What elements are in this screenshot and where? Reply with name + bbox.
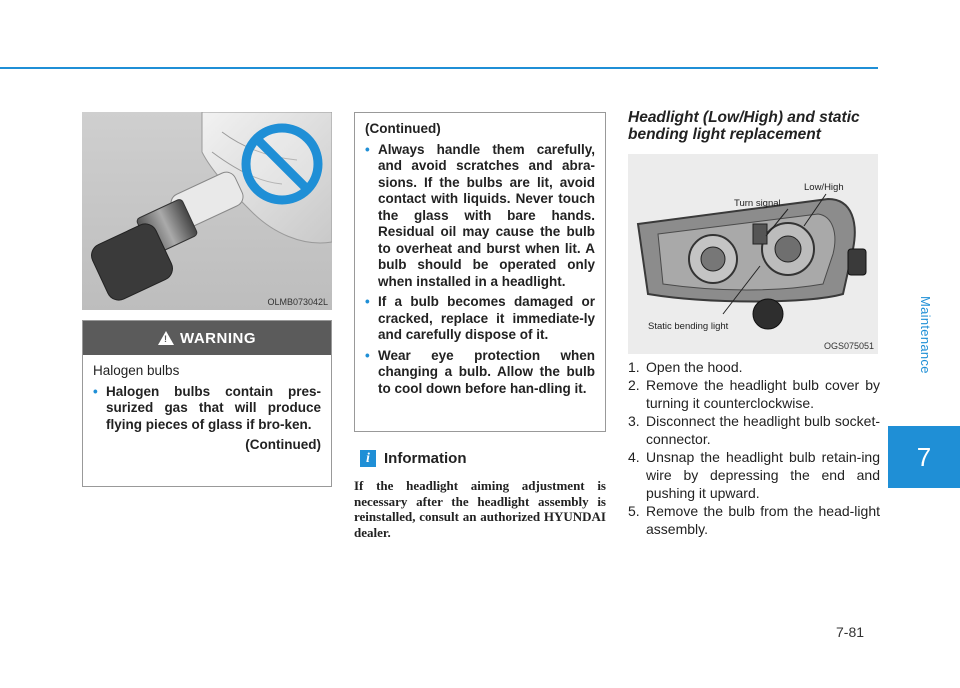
list-item: 2. Remove the headlight bulb cover by turning it counterclockwise.: [628, 377, 880, 411]
top-rule: [0, 67, 878, 69]
information-text: If the headlight aiming adjustment is necessary after the headlight assembly is reinstalled, consult an authorized HYUNDAI dealer.: [354, 478, 606, 540]
list-item: 5. Remove the bulb from the head-light assembly.: [628, 503, 880, 537]
information-header: [360, 450, 467, 467]
headlight-assembly-photo: [628, 154, 878, 354]
warning-box: [82, 320, 332, 487]
warning-bullet: • If a bulb becomes damaged or cracked, replace it immediate-ly and carefully dispose of it.: [365, 294, 595, 344]
warning-bullet: • Wear eye protection when changing a bulb. Allow the bulb to cool down before han-dling it.: [365, 348, 595, 398]
continued-warning-box: [354, 112, 606, 432]
info-icon: i: [360, 450, 376, 467]
halogen-bulb-illustration: [82, 112, 332, 310]
halogen-bulb-photo: [82, 112, 332, 310]
label-static-bending-light: Static bending light: [648, 321, 729, 332]
photo-code: OGS075051: [823, 341, 874, 351]
page-number: 7-81: [836, 624, 865, 640]
warning-triangle-icon: !: [158, 331, 174, 345]
photo-code: OLMB073042L: [267, 297, 328, 307]
information-title: Information: [384, 450, 467, 467]
list-item: 1. Open the hood.: [628, 359, 743, 375]
warning-title: Halogen bulbs: [93, 363, 180, 378]
section-title: Headlight (Low/High) and static bending light replacement: [628, 109, 860, 143]
procedure-steps: [628, 358, 880, 538]
chapter-side-label: Maintenance: [918, 296, 933, 374]
label-turn-signal: Turn signal: [734, 198, 781, 209]
warning-continued: (Continued): [245, 437, 321, 452]
warning-bullet: • Always handle them carefully, and avoid scratches and abra-sions. If the bulbs are lit, avoid contact with liquids. Never touch the glass with bare hands. Residual oil may cause the bulb to overheat and burst when lit. A bulb should be operated only when installed in a headlight.: [365, 142, 595, 291]
chapter-tab: 7: [888, 426, 960, 488]
warning-header: [83, 321, 331, 355]
label-low-high: Low/High: [804, 182, 844, 193]
warning-bullet: • Halogen bulbs contain pres-surized gas that will produce flying pieces of glass if bro-ken.: [93, 384, 321, 434]
list-item: 4. Unsnap the headlight bulb retain-ing wire by depressing the end and pushing it upward.: [628, 449, 880, 501]
continued-title: (Continued): [365, 121, 441, 136]
warning-heading: WARNING: [180, 329, 256, 347]
list-item: 3. Disconnect the headlight bulb socket-connector.: [628, 413, 880, 447]
